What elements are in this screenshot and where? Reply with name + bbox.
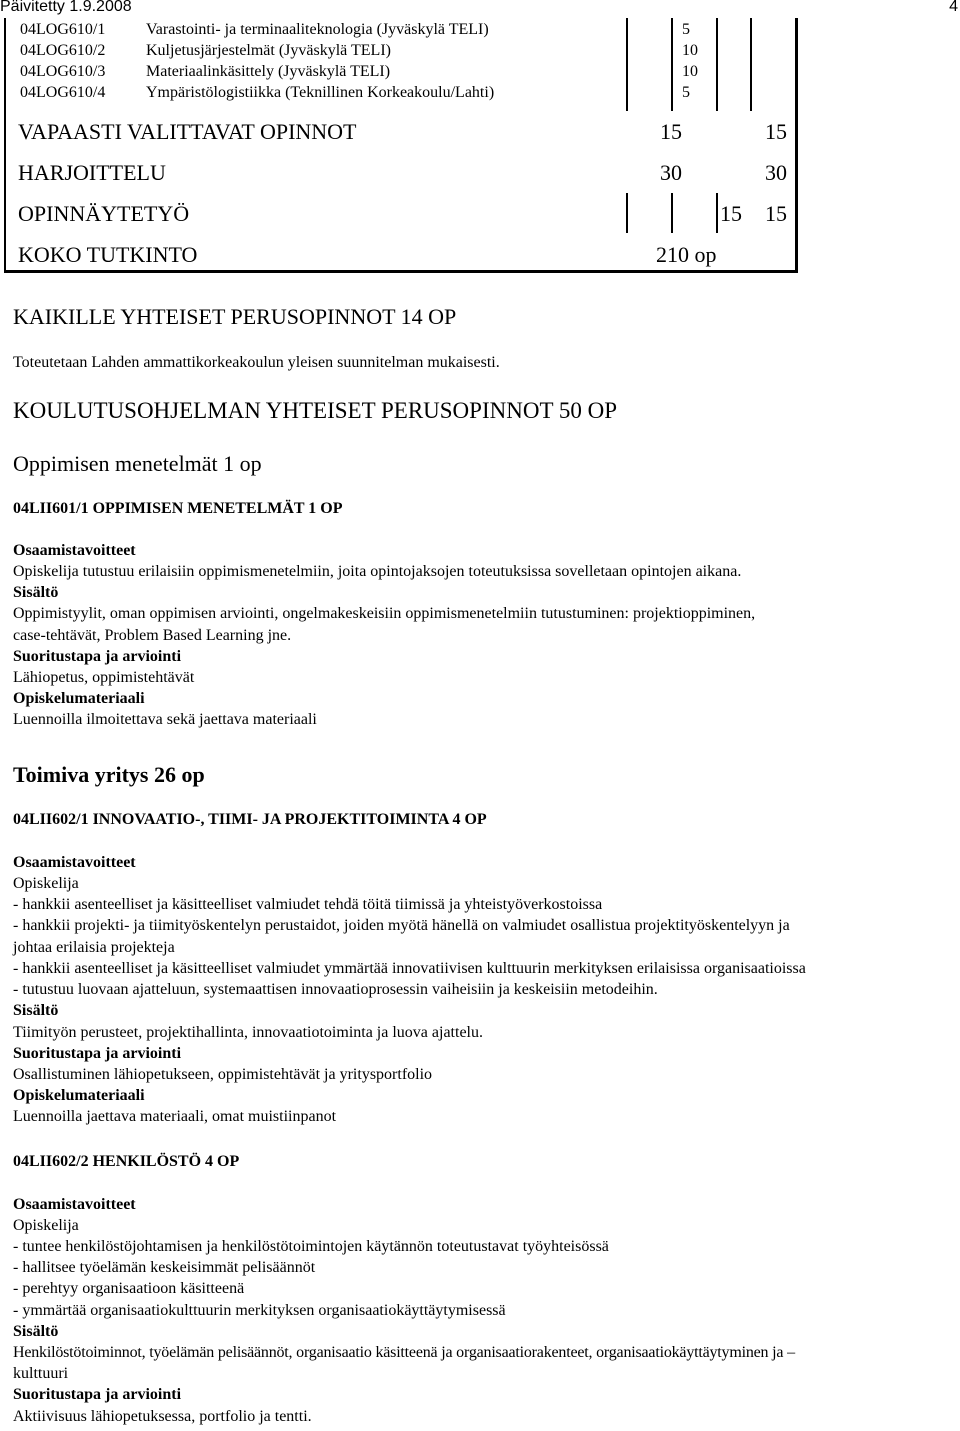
table-row-credits: 5 (682, 84, 690, 101)
bullet-item: - tutustuu luovaan ajatteluun, systemaattisen innovaatioprosessin vaiheisiin ja keskeisiin metodeihin. (13, 981, 658, 998)
text-outcomes: Opiskelija tutustuu erilaisiin oppimismenetelmiin, joita opintojaksojen toteutuksissa sovelletaan opintojen aikana. (13, 563, 742, 580)
summary-value: 15 (720, 201, 742, 226)
text-material: Luennoilla jaettava materiaali, omat muistiinpanot (13, 1108, 337, 1125)
label-content: Sisältö (13, 584, 59, 601)
label-outcomes: Osaamistavoitteet (13, 854, 136, 871)
table-row-code: 04LOG610/3 (20, 63, 106, 80)
label-content: Sisältö (13, 1323, 59, 1340)
text-content: Henkilöstötoiminnot, työelämän pelisäännöt, organisaatio käsitteenä ja organisaatiorakenteet, organisaatiokäyttäytyminen ja – (13, 1344, 795, 1361)
label-material: Opiskelumateriaali (13, 690, 145, 707)
summary-value: 210 op (656, 242, 717, 267)
text-method: Aktiivisuus lähiopetuksessa, portfolio ja tentti. (13, 1408, 312, 1425)
label-material: Opiskelumateriaali (13, 1087, 145, 1104)
text-method: Lähiopetus, oppimistehtävät (13, 669, 195, 686)
text-content: case-tehtävät, Problem Based Learning jne. (13, 627, 292, 644)
table-row-code: 04LOG610/1 (20, 21, 106, 38)
text-student: Opiskelija (13, 1217, 79, 1234)
bullet-item: - perehtyy organisaatioon käsitteenä (13, 1280, 245, 1297)
label-method: Suoritustapa ja arviointi (13, 648, 182, 665)
text-method: Osallistuminen lähiopetukseen, oppimistehtävät ja yritysportfolio (13, 1066, 433, 1083)
table-row-credits: 5 (682, 21, 690, 38)
label-method: Suoritustapa ja arviointi (13, 1386, 182, 1403)
bullet-item: - hankkii asenteelliset ja käsitteelliset valmiudet ymmärtää innovatiivisen kulttuurin merkityksen erilaisissa organisaatioissa (13, 960, 806, 977)
table-row-code: 04LOG610/2 (20, 42, 106, 59)
bullet-item: johtaa erilaisia projekteja (13, 939, 175, 956)
updated-date: Päivitetty 1.9.2008 (0, 0, 132, 15)
table-row-name: Ympäristölogistiikka (Teknillinen Korkeakoulu/Lahti) (146, 84, 495, 101)
section-title-common-basic: KAIKILLE YHTEISET PERUSOPINNOT 14 OP (13, 304, 457, 329)
table-row-credits: 10 (682, 63, 698, 80)
course-title: 04LII602/2 HENKILÖSTÖ 4 OP (13, 1153, 240, 1170)
summary-label: HARJOITTELU (18, 160, 166, 185)
summary-label: KOKO TUTKINTO (18, 242, 198, 267)
page-number: 4 (949, 0, 958, 15)
section-text-common-basic: Toteutetaan Lahden ammattikorkeakoulun yleisen suunnitelman mukaisesti. (13, 354, 500, 371)
table-row-code: 04LOG610/4 (20, 84, 106, 101)
bullet-item: - hallitsee työelämän keskeisimmät pelisäännöt (13, 1259, 316, 1276)
label-outcomes: Osaamistavoitteet (13, 542, 136, 559)
text-material: Luennoilla ilmoitettava sekä jaettava materiaali (13, 711, 317, 728)
text-content: Tiimityön perusteet, projektihallinta, innovaatiotoiminta ja luova ajattelu. (13, 1024, 483, 1041)
text-content: Oppimistyylit, oman oppimisen arviointi, ongelmakeskeisiin oppimismenetelmiin tutustuminen: projektioppiminen, (13, 605, 756, 622)
bullet-item: - hankkii asenteelliset ja käsitteelliset valmiudet tehdä töitä tiimissä ja yhteistyöverkostoissa (13, 896, 603, 913)
bullet-item: - ymmärtää organisaatiokulttuurin merkityksen organisaatiokäyttäytymisessä (13, 1302, 506, 1319)
course-title: 04LII601/1 OPPIMISEN MENETELMÄT 1 OP (13, 500, 343, 517)
summary-label: OPINNÄYTETYÖ (18, 201, 190, 226)
table-row-name: Kuljetusjärjestelmät (Jyväskylä TELI) (146, 42, 391, 59)
summary-value: 30 (765, 160, 787, 185)
section-title-program-basic: KOULUTUSOHJELMAN YHTEISET PERUSOPINNOT 50 OP (13, 398, 617, 423)
text-content: kulttuuri (13, 1365, 69, 1382)
table-row-name: Materiaalinkäsittely (Jyväskylä TELI) (146, 63, 391, 80)
label-method: Suoritustapa ja arviointi (13, 1045, 182, 1062)
summary-value: 30 (660, 160, 682, 185)
bullet-item: - hankkii projekti- ja tiimityöskentelyn perustaidot, joiden myötä hänellä on valmiudet osallistua projektityöskentelyyn ja (13, 917, 790, 934)
summary-value: 15 (660, 119, 682, 144)
bullet-item: - tuntee henkilöstöjohtamisen ja henkilöstötoimintojen käytännön toteutustavat työyhteisössä (13, 1238, 609, 1255)
subsection-title-working-company: Toimiva yritys 26 op (13, 762, 205, 787)
subsection-title-learning-methods: Oppimisen menetelmät 1 op (13, 451, 262, 476)
table-row-name: Varastointi- ja terminaaliteknologia (Jyväskylä TELI) (146, 21, 489, 38)
table-row-credits: 10 (682, 42, 698, 59)
course-title: 04LII602/1 INNOVAATIO-, TIIMI- JA PROJEKTITOIMINTA 4 OP (13, 811, 487, 828)
text-student: Opiskelija (13, 875, 79, 892)
label-outcomes: Osaamistavoitteet (13, 1196, 136, 1213)
summary-value: 15 (765, 119, 787, 144)
label-content: Sisältö (13, 1002, 59, 1019)
summary-value: 15 (765, 201, 787, 226)
summary-label: VAPAASTI VALITTAVAT OPINNOT (18, 119, 357, 144)
